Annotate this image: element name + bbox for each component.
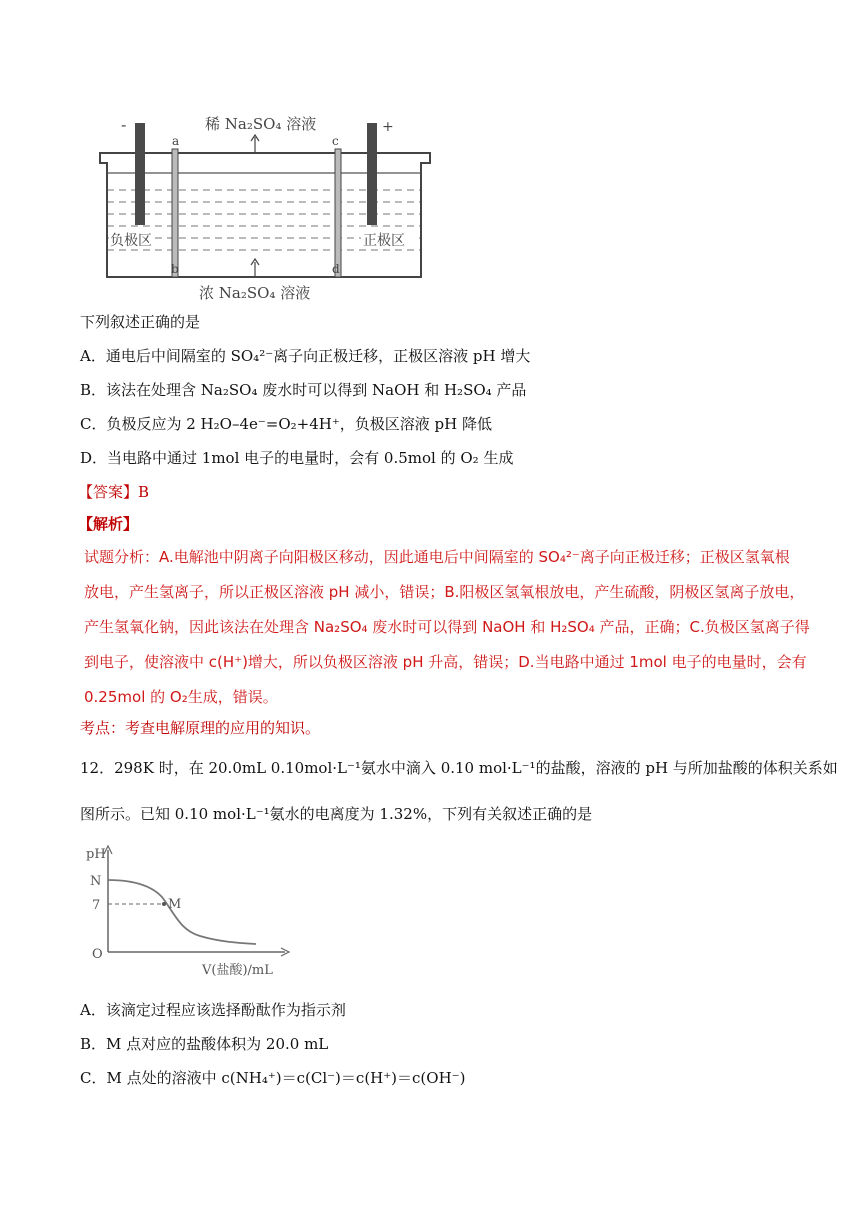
label-a: a [172, 134, 180, 148]
membrane-cd [335, 149, 341, 277]
option-b: B．该法在处理含 Na₂SO₄ 废水时可以得到 NaOH 和 H₂SO₄ 产品 [80, 381, 527, 399]
y-axis-label: pH [86, 847, 106, 862]
kaodian: 考点：考查电解原理的应用的知识。 [80, 719, 321, 737]
explanation-line: 试题分析：A.电解池中阴离子向阳极区移动，因此通电后中间隔室的 SO₄²⁻离子向正极迁移；正极区氢氧根 [84, 548, 790, 566]
label-c: c [332, 134, 339, 148]
positive-electrode [367, 123, 377, 225]
explanation-line: 0.25mol 的 O₂生成，错误。 [84, 688, 278, 706]
option-d: D．当电路中通过 1mol 电子的电量时，会有 0.5mol 的 O₂ 生成 [80, 449, 514, 467]
x-axis-label: V(盐酸)/mL [202, 963, 273, 978]
question-stem: 下列叙述正确的是 [80, 313, 201, 331]
q12-option-b: B．M 点对应的盐酸体积为 20.0 mL [80, 1035, 329, 1053]
answer: 【答案】B [78, 483, 150, 501]
m-label: M [168, 897, 182, 912]
n-label: N [90, 874, 102, 889]
concentrated-solution-label: 浓 Na₂SO₄ 溶液 [199, 284, 311, 300]
membrane-ab [172, 149, 178, 277]
dilute-solution-label: 稀 Na₂SO₄ 溶液 [205, 115, 317, 133]
explanation-line: 放电，产生氢离子，所以正极区溶液 pH 减小，错误；B.阳极区氢氧根放电，产生硫酸，阴极区氢离子放电， [84, 583, 805, 601]
titration-curve [108, 880, 256, 944]
positive-region-label: 正极区 [363, 233, 405, 249]
q12-option-c: C．M 点处的溶液中 c(NH₄⁺)＝c(Cl⁻)＝c(H⁺)＝c(OH⁻) [80, 1069, 466, 1087]
option-a: A．通电后中间隔室的 SO₄²⁻离子向正极迁移，正极区溶液 pH 增大 [80, 347, 531, 365]
analysis-header: 【解析】 [78, 515, 139, 533]
negative-electrode [135, 123, 145, 225]
point-m [162, 902, 166, 906]
question-12-stem-line1: 12．298K 时，在 20.0mL 0.10mol·L⁻¹氨水中滴入 0.10 mol·L⁻¹的盐酸，溶液的 pH 与所加盐酸的体积关系如 [80, 759, 838, 777]
negative-region-label: 负极区 [110, 233, 152, 249]
explanation-line: 到电子，使溶液中 c(H⁺)增大，所以负极区溶液 pH 升高，错误；D.当电路中通过 1mol 电子的电量时，会有 [84, 653, 807, 671]
label-b: b [171, 262, 179, 276]
negative-sign: - [121, 115, 127, 134]
explanation-block [84, 540, 810, 715]
label-d: d [332, 262, 340, 276]
q12-option-a: A．该滴定过程应该选择酚酞作为指示剂 [80, 1001, 346, 1019]
seven-label: 7 [92, 898, 101, 913]
electrolysis-diagram [95, 105, 435, 300]
cell-tank [100, 153, 430, 277]
origin-label: O [92, 947, 103, 962]
option-c: C．负极反应为 2 H₂O–4e⁻=O₂+4H⁺，负极区溶液 pH 降低 [80, 415, 492, 433]
positive-sign: + [382, 119, 394, 135]
titration-graph [80, 842, 310, 982]
explanation-line: 产生氢氧化钠，因此该法在处理含 Na₂SO₄ 废水时可以得到 NaOH 和 H₂SO₄ 产品，正确；C.负极区氢离子得 [84, 618, 810, 636]
question-12-stem-line2: 图所示。已知 0.10 mol·L⁻¹氨水的电离度为 1.32%，下列有关叙述正确的是 [80, 805, 593, 823]
